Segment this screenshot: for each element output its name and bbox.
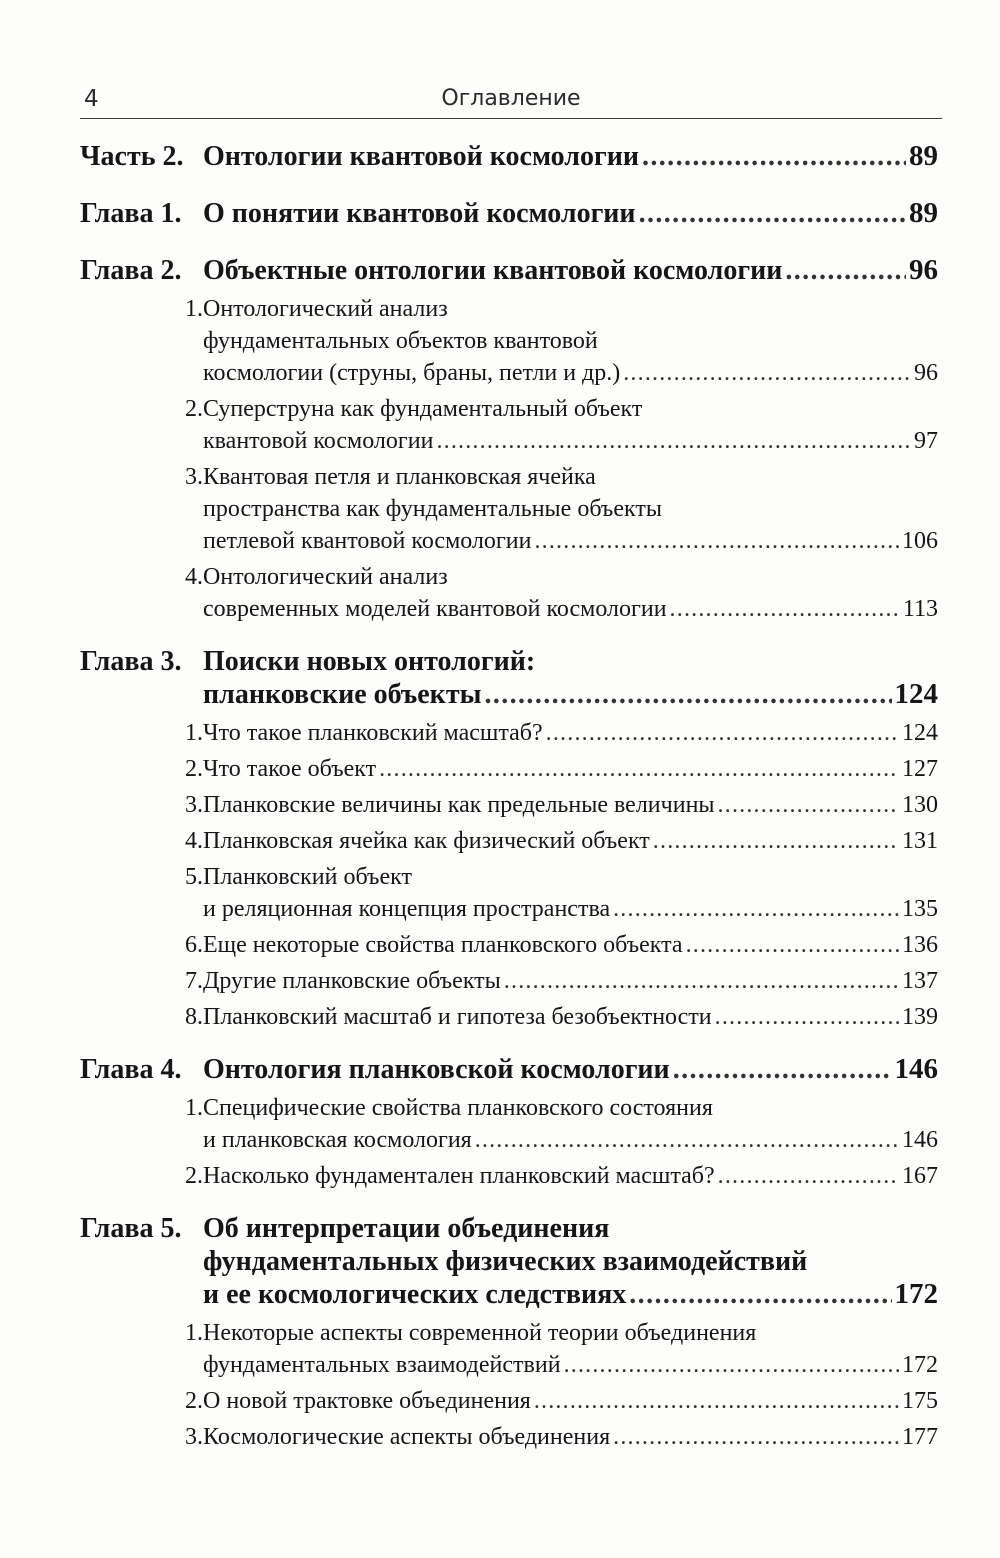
toc-entry-number: 1.: [185, 720, 203, 746]
toc-entry-line: [203, 1245, 938, 1278]
toc-entry-title: петлевой квантовой космологии: [203, 528, 532, 554]
toc-entry-line: [203, 789, 938, 821]
toc-entry-title: современных моделей квантовой космологии: [203, 596, 667, 622]
toc-entry-line: [203, 861, 938, 893]
toc-entry-title: Планковская ячейка как физический объект: [203, 828, 650, 854]
toc-entry-body: [203, 861, 938, 925]
toc-entry-label: [80, 1385, 203, 1417]
toc-entry-body: [203, 1053, 938, 1086]
toc-entry-number: 4.: [185, 828, 203, 854]
dot-leader: [623, 357, 911, 389]
toc-entry-number: Глава 4.: [80, 1054, 182, 1085]
toc-section-entry: [80, 717, 938, 749]
toc-entry-label: [80, 254, 203, 287]
toc-entry-body: [203, 561, 938, 625]
toc-entry-line: [203, 1124, 938, 1156]
toc-section-entry: [80, 1160, 938, 1192]
toc-entry-body: [203, 140, 938, 173]
toc-chapter-entry: [80, 197, 938, 230]
toc-entry-line: [203, 1317, 938, 1349]
toc-page-number: 124: [894, 678, 938, 710]
toc-entry-title: фундаментальных взаимодействий: [203, 1352, 561, 1378]
toc-entry-body: [203, 965, 938, 997]
toc-entry-title: и планковская космология: [203, 1127, 472, 1153]
toc-page-number: 131: [902, 828, 938, 854]
toc-entry-line: [203, 461, 938, 493]
toc-entry-title: Насколько фундаментален планковский масштаб?: [203, 1163, 715, 1189]
dot-leader: [718, 1160, 899, 1192]
page-number: 4: [84, 86, 99, 112]
toc-entry-number: 2.: [185, 396, 203, 422]
toc-section-entry: [80, 561, 938, 625]
toc-entry-label: [80, 1421, 203, 1453]
toc-entry-line: [203, 1001, 938, 1033]
toc-chapter-entry: [80, 254, 938, 287]
toc-entry-title: Что такое планковский масштаб?: [203, 720, 543, 746]
toc-entry-number: 2.: [185, 756, 203, 782]
dot-leader: [564, 1349, 899, 1381]
toc-entry-body: [203, 717, 938, 749]
toc-page-number: 139: [902, 1004, 938, 1030]
toc-entry-body: [203, 293, 938, 389]
toc-entry-line: [203, 1092, 938, 1124]
toc-page-number: 96: [909, 254, 938, 286]
toc-page-number: 146: [894, 1053, 938, 1085]
toc-section-entry: [80, 1317, 938, 1381]
toc-entry-line: [203, 325, 938, 357]
toc-page-number: 127: [902, 756, 938, 782]
toc-entry-body: [203, 461, 938, 557]
toc-entry-line: [203, 140, 938, 173]
toc-entry-line: [203, 561, 938, 593]
dot-leader: [686, 929, 899, 961]
toc-entry-body: [203, 254, 938, 287]
dot-leader: [534, 525, 899, 557]
toc-page-number: 97: [914, 428, 938, 454]
toc-entry-number: 1.: [185, 1095, 203, 1121]
toc-entry-line: [203, 1278, 938, 1311]
toc-entry-title: Другие планковские объекты: [203, 968, 501, 994]
toc-page-number: 172: [894, 1278, 938, 1310]
toc-entry-body: [203, 1421, 938, 1453]
toc-page-number: 89: [909, 197, 938, 229]
toc-entry-title: Онтологический анализ: [203, 296, 448, 322]
toc-entry-line: [203, 525, 938, 557]
toc-entry-title: Онтологии квантовой космологии: [203, 141, 639, 172]
toc-section-entry: [80, 461, 938, 557]
table-of-contents: [80, 140, 938, 1457]
toc-entry-label: [80, 140, 203, 173]
toc-entry-title: Поиски новых онтологий:: [203, 646, 536, 677]
toc-entry-line: [203, 717, 938, 749]
toc-entry-number: Глава 2.: [80, 255, 182, 286]
dot-leader: [629, 1278, 891, 1311]
toc-entry-line: [203, 197, 938, 230]
toc-entry-body: [203, 1385, 938, 1417]
toc-entry-number: 3.: [185, 1424, 203, 1450]
toc-entry-number: 3.: [185, 792, 203, 818]
toc-entry-number: 7.: [185, 968, 203, 994]
toc-entry-line: [203, 1421, 938, 1453]
toc-chapter-entry: [80, 1212, 938, 1311]
toc-entry-number: 2.: [185, 1388, 203, 1414]
toc-entry-label: [80, 645, 203, 678]
toc-entry-line: [203, 254, 938, 287]
dot-leader: [718, 789, 899, 821]
toc-entry-title: Некоторые аспекты современной теории объединения: [203, 1320, 757, 1346]
toc-chapter-entry: [80, 140, 938, 173]
toc-entry-title: пространства как фундаментальные объекты: [203, 496, 662, 522]
dot-leader: [475, 1124, 899, 1156]
toc-entry-label: [80, 1092, 203, 1124]
toc-entry-title: космологии (струны, браны, петли и др.): [203, 360, 621, 386]
toc-entry-title: планковские объекты: [203, 679, 482, 710]
dot-leader: [673, 1053, 892, 1086]
toc-entry-label: [80, 393, 203, 425]
toc-entry-title: Еще некоторые свойства планковского объекта: [203, 932, 683, 958]
page-header: [80, 78, 942, 119]
toc-section-entry: [80, 825, 938, 857]
toc-entry-title: Суперструна как фундаментальный объект: [203, 396, 643, 422]
toc-entry-label: [80, 717, 203, 749]
toc-entry-label: [80, 1212, 203, 1245]
toc-entry-line: [203, 645, 938, 678]
toc-section-entry: [80, 929, 938, 961]
toc-section-entry: [80, 393, 938, 457]
toc-entry-body: [203, 1212, 938, 1311]
toc-section-entry: [80, 861, 938, 925]
toc-entry-number: Глава 5.: [80, 1213, 182, 1244]
dot-leader: [436, 425, 911, 457]
toc-entry-number: 8.: [185, 1004, 203, 1030]
toc-entry-line: [203, 425, 938, 457]
toc-entry-title: Планковские величины как предельные величины: [203, 792, 715, 818]
dot-leader: [546, 717, 899, 749]
toc-entry-title: Космологические аспекты объединения: [203, 1424, 611, 1450]
toc-entry-label: [80, 561, 203, 593]
toc-page-number: 167: [902, 1163, 938, 1189]
toc-entry-label: [80, 461, 203, 493]
toc-entry-body: [203, 825, 938, 857]
dot-leader: [534, 1385, 899, 1417]
toc-entry-body: [203, 1092, 938, 1156]
toc-entry-label: [80, 789, 203, 821]
toc-section-entry: [80, 293, 938, 389]
toc-page-number: 124: [902, 720, 938, 746]
toc-section-entry: [80, 1421, 938, 1453]
toc-entry-number: 1.: [185, 1320, 203, 1346]
toc-page-number: 130: [902, 792, 938, 818]
dot-leader: [653, 825, 899, 857]
toc-entry-label: [80, 965, 203, 997]
toc-page-number: 175: [902, 1388, 938, 1414]
toc-entry-line: [203, 493, 938, 525]
toc-entry-line: [203, 1385, 938, 1417]
toc-entry-title: фундаментальных объектов квантовой: [203, 328, 598, 354]
toc-entry-title: квантовой космологии: [203, 428, 434, 454]
toc-entry-label: [80, 197, 203, 230]
dot-leader: [484, 678, 891, 711]
toc-page-number: 113: [902, 596, 938, 622]
toc-page-number: 89: [909, 140, 938, 172]
toc-entry-line: [203, 1160, 938, 1192]
dot-leader: [613, 1421, 899, 1453]
dot-leader: [642, 140, 906, 173]
toc-entry-label: [80, 1053, 203, 1086]
toc-entry-title: и ее космологических следствиях: [203, 1279, 627, 1310]
toc-chapter-entry: [80, 645, 938, 711]
toc-entry-line: [203, 393, 938, 425]
toc-page-number: 146: [902, 1127, 938, 1153]
toc-entry-line: [203, 825, 938, 857]
toc-entry-body: [203, 1160, 938, 1192]
dot-leader: [715, 1001, 899, 1033]
toc-entry-label: [80, 293, 203, 325]
toc-chapter-entry: [80, 1053, 938, 1086]
toc-entry-number: 4.: [185, 564, 203, 590]
toc-entry-body: [203, 753, 938, 785]
toc-entry-line: [203, 753, 938, 785]
toc-entry-body: [203, 929, 938, 961]
toc-entry-line: [203, 965, 938, 997]
toc-entry-line: [203, 1212, 938, 1245]
toc-entry-line: [203, 678, 938, 711]
toc-entry-number: 1.: [185, 296, 203, 322]
toc-entry-label: [80, 861, 203, 893]
toc-section-entry: [80, 1385, 938, 1417]
toc-entry-body: [203, 1317, 938, 1381]
toc-section-entry: [80, 1092, 938, 1156]
dot-leader: [379, 753, 899, 785]
toc-entry-label: [80, 753, 203, 785]
toc-entry-title: Специфические свойства планковского состояния: [203, 1095, 713, 1121]
toc-entry-title: Что такое объект: [203, 756, 377, 782]
dot-leader: [613, 893, 899, 925]
toc-entry-title: Планковский объект: [203, 864, 412, 890]
toc-entry-number: 3.: [185, 464, 203, 490]
toc-page-number: 137: [902, 968, 938, 994]
toc-entry-label: [80, 1160, 203, 1192]
toc-section-entry: [80, 965, 938, 997]
toc-entry-number: Глава 3.: [80, 646, 182, 677]
toc-section-entry: [80, 789, 938, 821]
toc-entry-label: [80, 1001, 203, 1033]
toc-entry-line: [203, 293, 938, 325]
dot-leader: [785, 254, 906, 287]
dot-leader: [639, 197, 906, 230]
toc-entry-label: [80, 1317, 203, 1349]
toc-page-number: 96: [914, 360, 938, 386]
toc-page-number: 135: [902, 896, 938, 922]
toc-entry-body: [203, 393, 938, 457]
toc-entry-number: 6.: [185, 932, 203, 958]
toc-entry-title: фундаментальных физических взаимодействий: [203, 1246, 808, 1277]
toc-entry-line: [203, 1349, 938, 1381]
toc-entry-body: [203, 645, 938, 711]
toc-entry-line: [203, 357, 938, 389]
toc-entry-title: О новой трактовке объединения: [203, 1388, 531, 1414]
toc-entry-title: Планковский масштаб и гипотеза безобъектности: [203, 1004, 712, 1030]
toc-entry-number: 5.: [185, 864, 203, 890]
toc-entry-title: Онтологический анализ: [203, 564, 448, 590]
toc-page-number: 136: [902, 932, 938, 958]
toc-entry-line: [203, 1053, 938, 1086]
toc-entry-title: Онтология планковской космологии: [203, 1054, 670, 1085]
toc-entry-label: [80, 929, 203, 961]
toc-entry-title: Об интерпретации объединения: [203, 1213, 610, 1244]
toc-entry-title: и реляционная концепция пространства: [203, 896, 611, 922]
toc-entry-line: [203, 893, 938, 925]
toc-page-number: 172: [902, 1352, 938, 1378]
toc-entry-number: 2.: [185, 1163, 203, 1189]
toc-page-number: 177: [902, 1424, 938, 1450]
toc-section-entry: [80, 1001, 938, 1033]
toc-page-number: 106: [902, 528, 938, 554]
toc-entry-line: [203, 929, 938, 961]
toc-entry-title: Квантовая петля и планковская ячейка: [203, 464, 596, 490]
dot-leader: [670, 593, 900, 625]
toc-entry-body: [203, 197, 938, 230]
toc-entry-title: Объектные онтологии квантовой космологии: [203, 255, 783, 286]
dot-leader: [504, 965, 899, 997]
toc-section-entry: [80, 753, 938, 785]
toc-entry-title: О понятии квантовой космологии: [203, 198, 636, 229]
toc-entry-label: [80, 825, 203, 857]
running-title: Оглавление: [441, 86, 581, 111]
toc-entry-line: [203, 593, 938, 625]
toc-entry-body: [203, 1001, 938, 1033]
toc-entry-number: Глава 1.: [80, 198, 182, 229]
toc-entry-number: Часть 2.: [80, 141, 184, 172]
toc-entry-body: [203, 789, 938, 821]
